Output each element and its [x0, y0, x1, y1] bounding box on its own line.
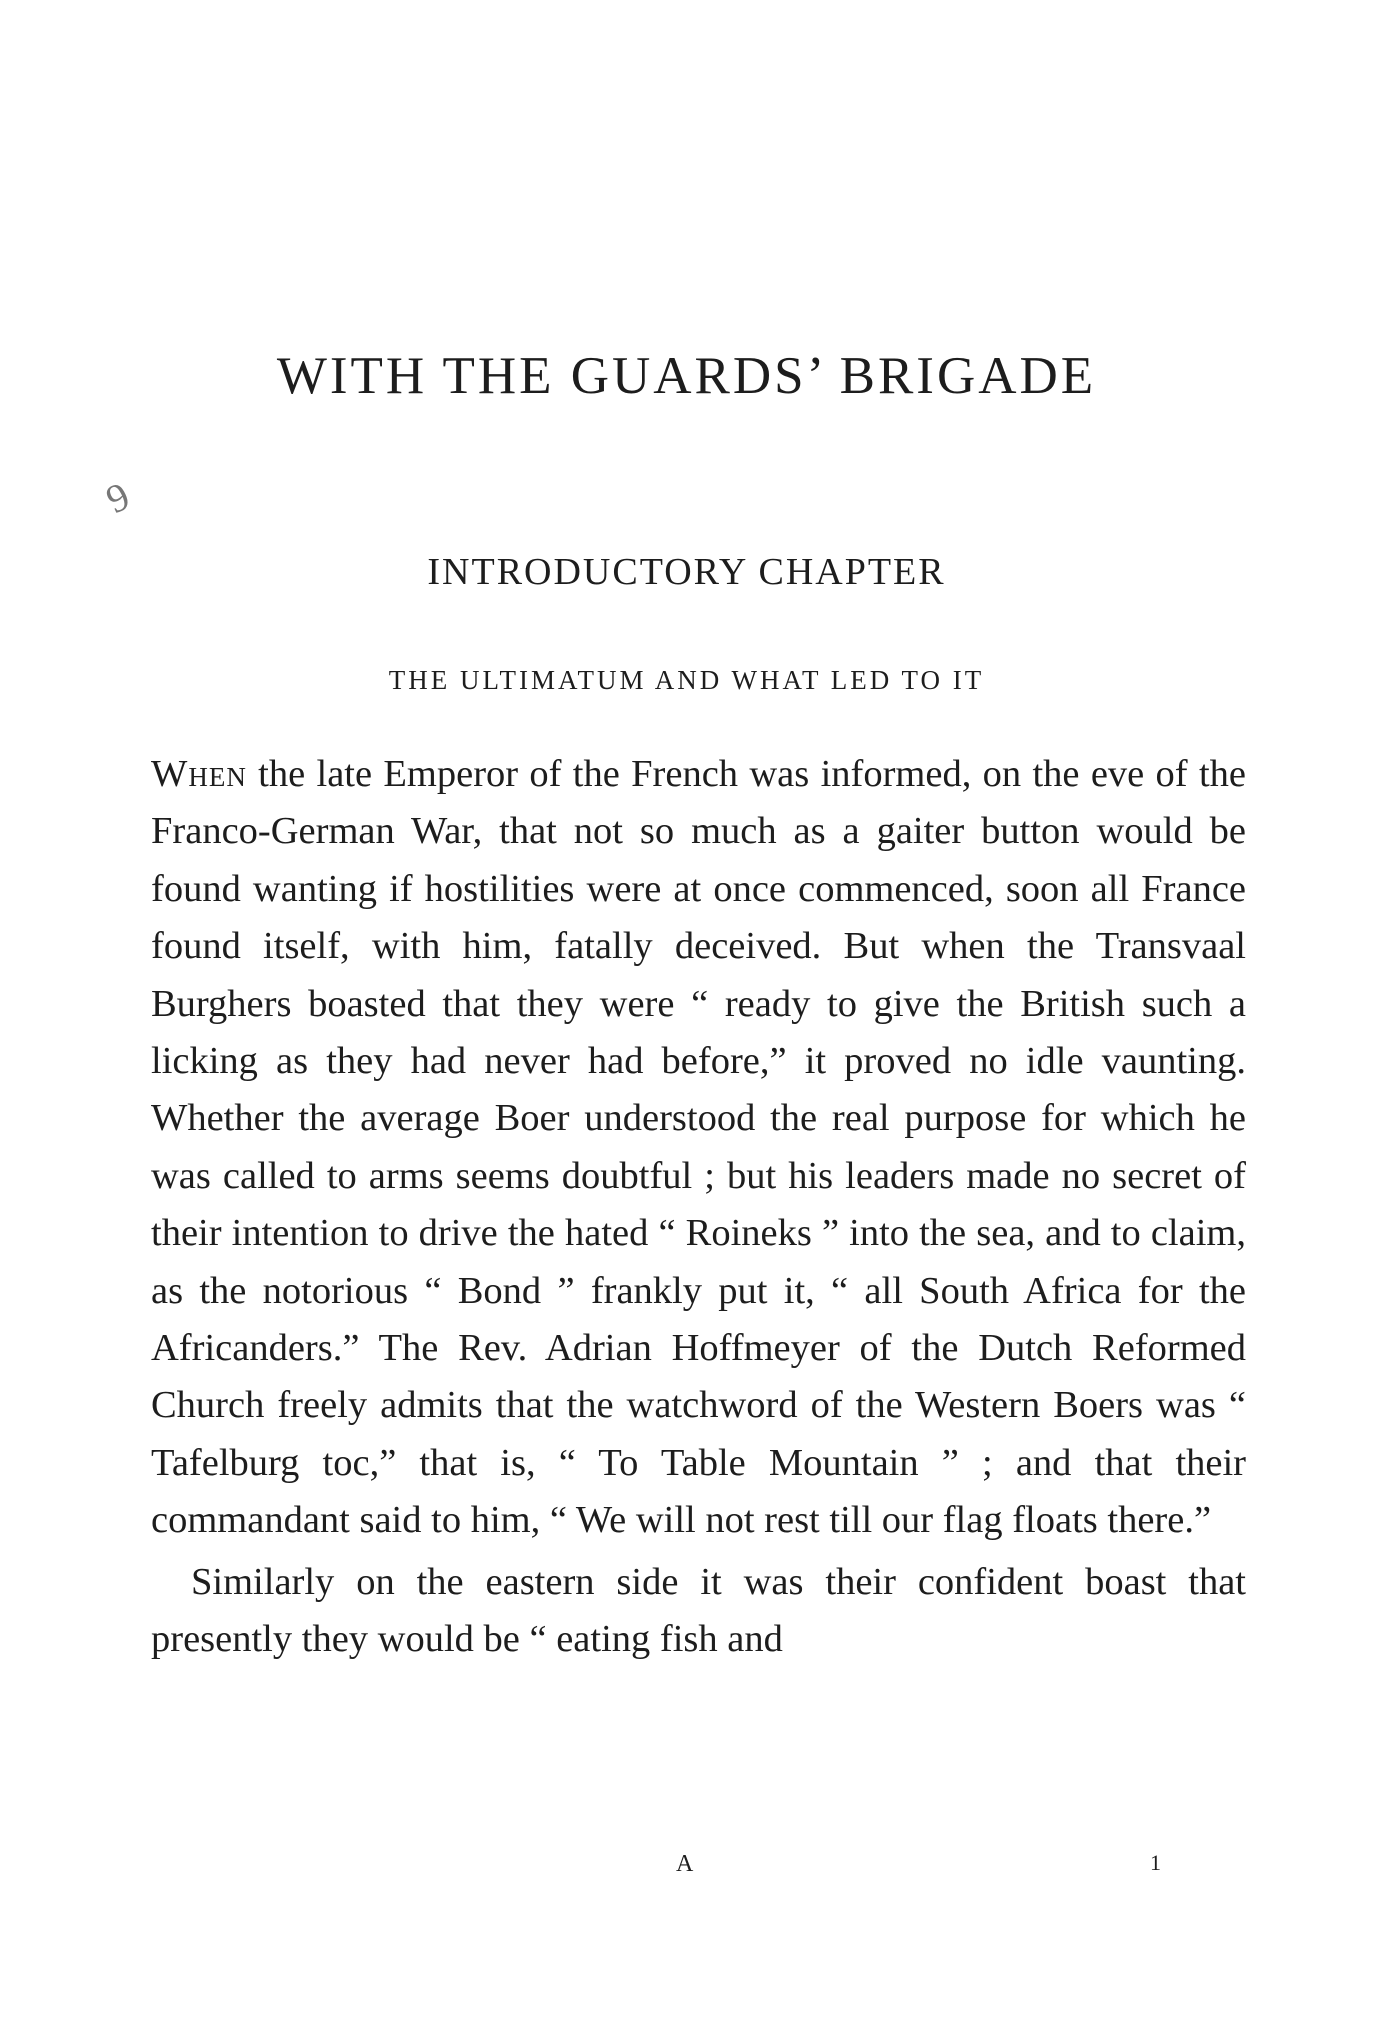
chapter-title: INTRODUCTORY CHAPTER	[427, 551, 946, 593]
paragraph-2: Similarly on the eastern side it was their confident boast that presently they would be “ eating fish and	[151, 1560, 1246, 1661]
paragraph-lead-word: When	[151, 753, 247, 795]
paragraph-1	[151, 746, 1246, 1550]
book-title: WITH THE GUARDS’ BRIGADE	[276, 347, 1097, 405]
chapter-subtitle: THE ULTIMATUM AND WHAT LED TO IT	[388, 665, 985, 695]
chapter-body	[151, 746, 1246, 1669]
margin-pencil-mark: 9	[99, 472, 137, 523]
page-number: 1	[1150, 1850, 1161, 1875]
signature-mark: A	[676, 1851, 695, 1877]
paragraph-1-text: the late Emperor of the French was informed, on the eve of the Franco-German War, that not so much as a gaiter button would be found wanting if hostilities were at once commenced, soon all France found itself, with him, fatally deceived. But when the Transvaal Burghers boasted that they were “ ready to give the British such a licking as they had never had before,” it proved no idle vaunting. Whether the average Boer understood the real purpose for which he was called to arms seems doubtful ; but his leaders made no secret of their intention to drive the hated “ Roineks ” into the sea, and to claim, as the notorious “ Bond ” frankly put it, “ all South Africa for the Africanders.” The Rev. Adrian Hoffmeyer of the Dutch Reformed Church freely admits that the watchword of the Western Boers was “ Tafelburg toc,” that is, “ To Table Mountain ” ; and that their commandant said to him, “ We will not rest till our flag floats there.”	[151, 753, 1246, 1542]
